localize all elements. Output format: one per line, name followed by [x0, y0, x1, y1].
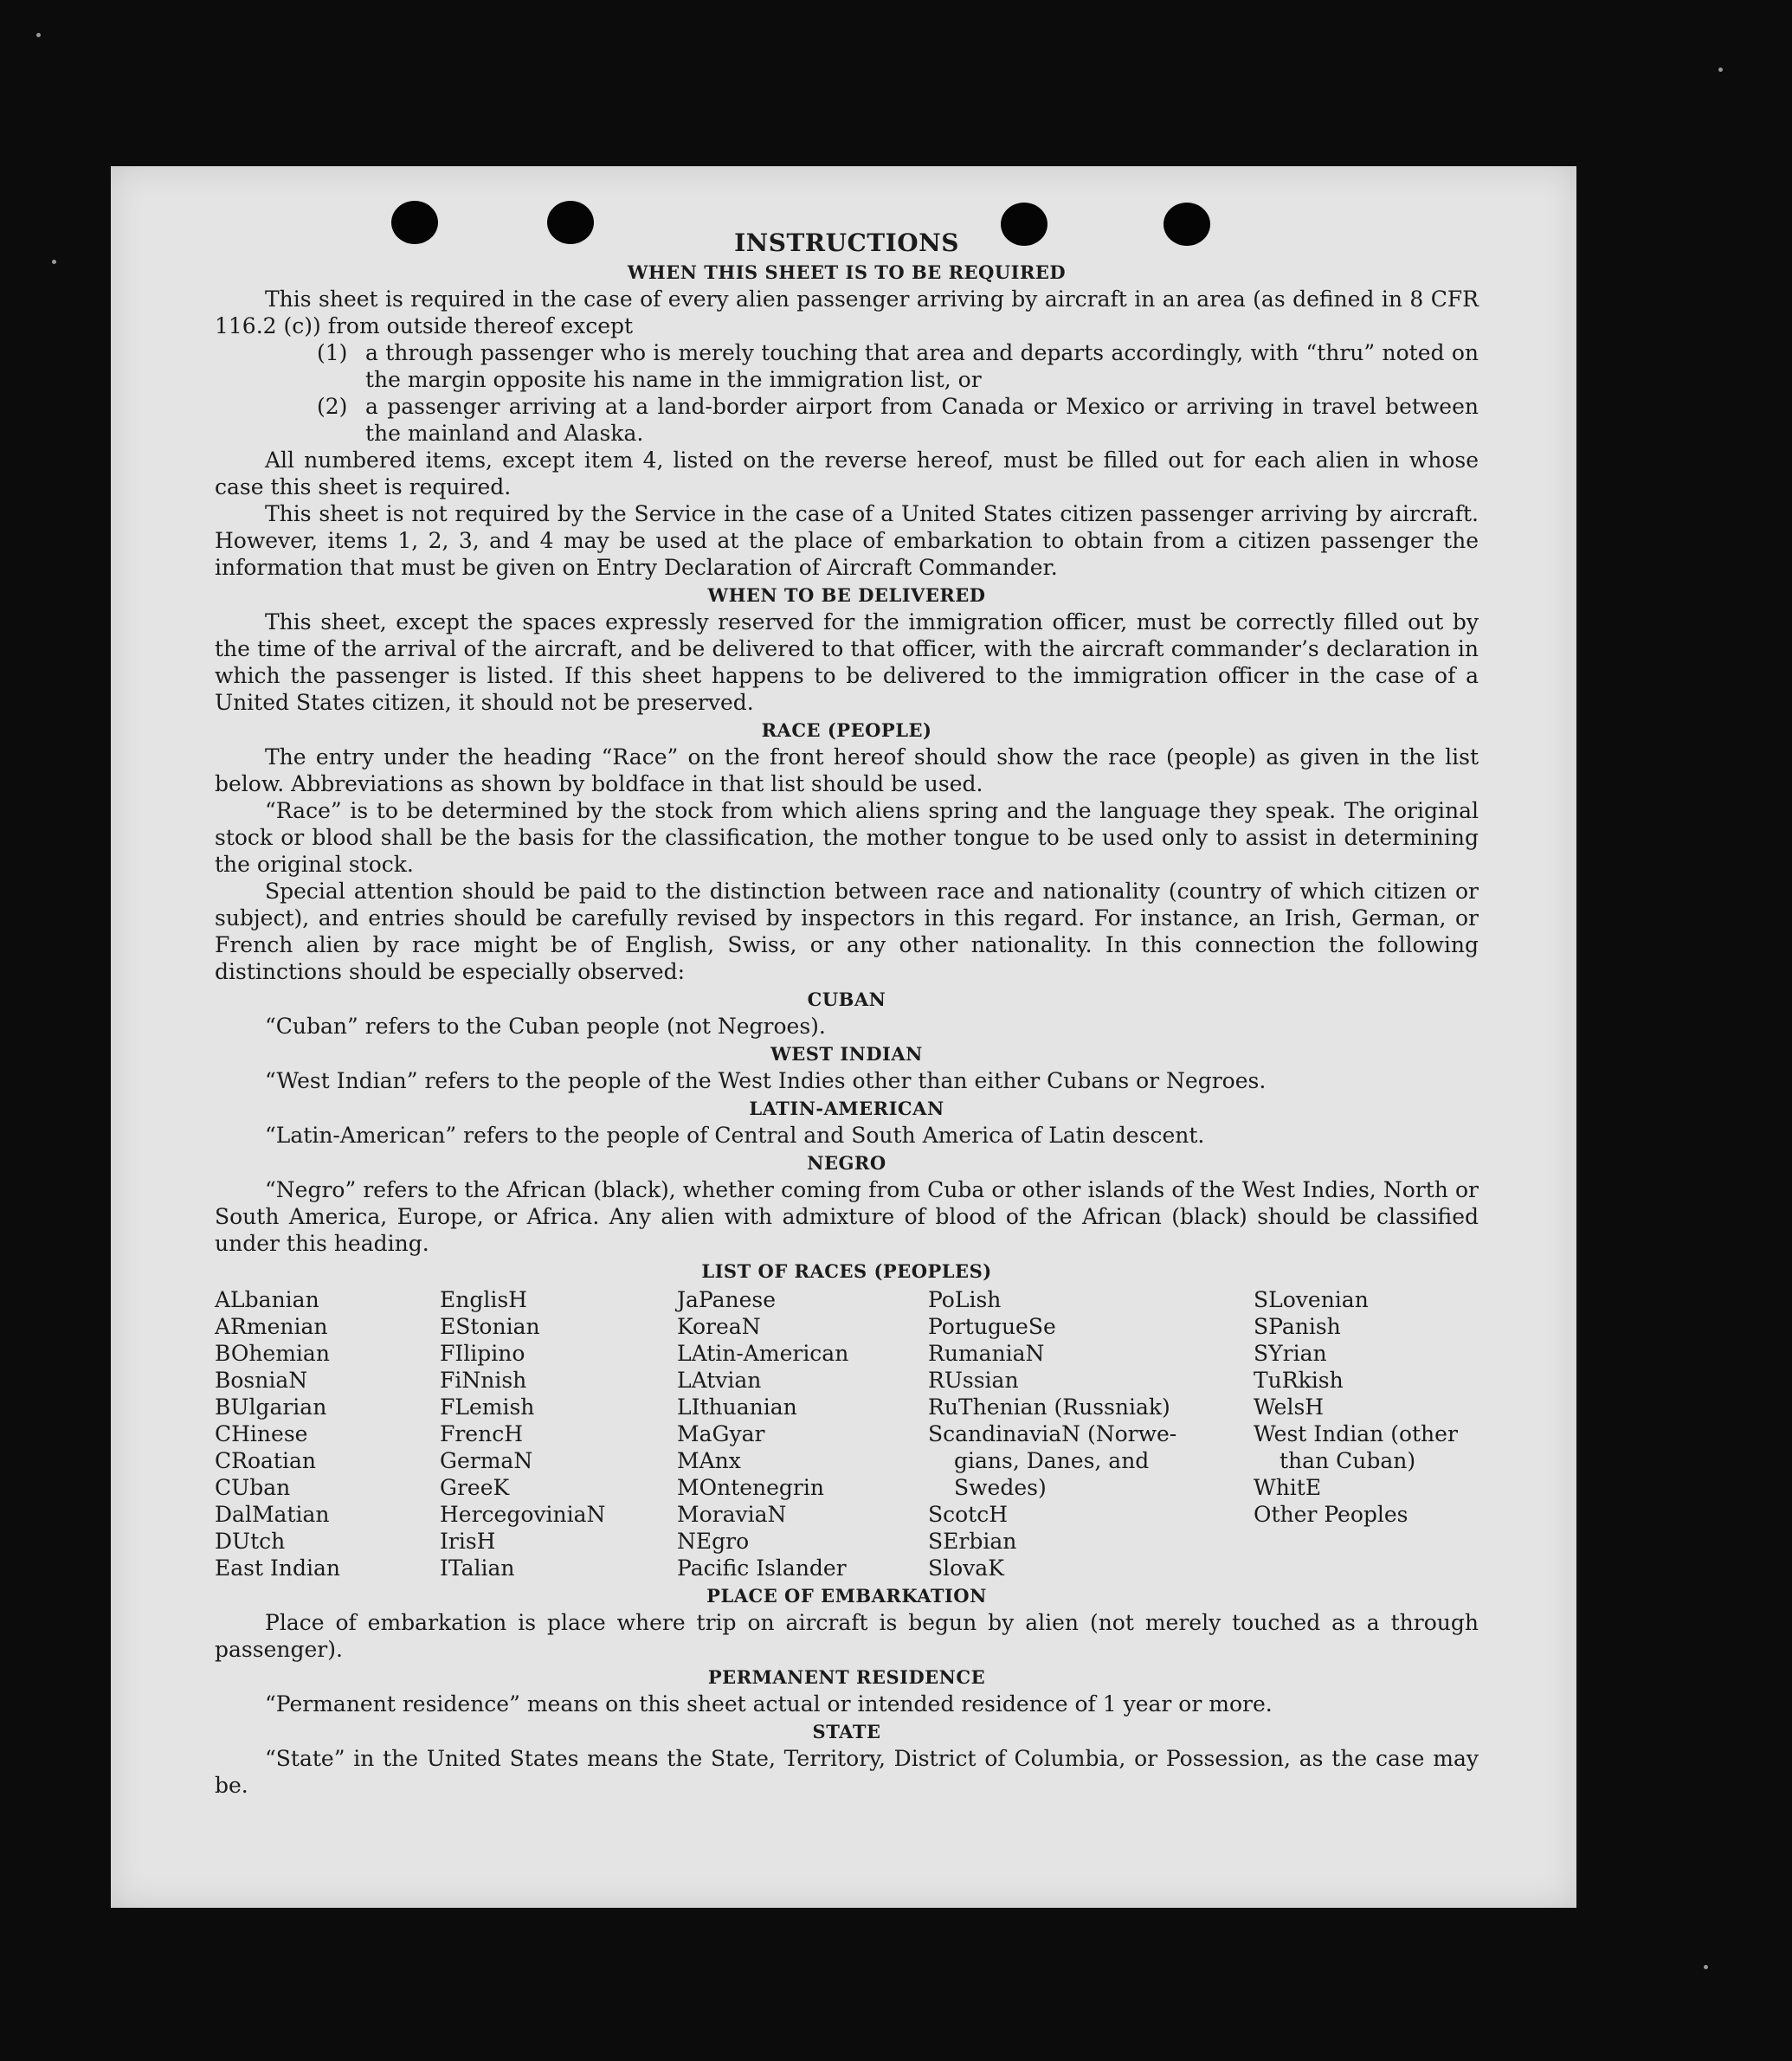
film-speck	[36, 33, 41, 37]
races-column	[215, 1286, 440, 1581]
race-entry: MaGyar	[677, 1421, 765, 1446]
race-entry: West Indian (other	[1254, 1421, 1458, 1446]
race-entry: GermaN	[440, 1448, 533, 1473]
race-entry: DUtch	[215, 1529, 286, 1554]
race-entry: ScotcH	[928, 1502, 1009, 1527]
item-text: a through passenger who is merely touching that area and departs accordingly, with “thru” noted on the margin opposite his name in the immigration list, or	[365, 340, 1479, 392]
paragraph: Place of embarkation is place where trip on aircraft is begun by alien (not merely touched as a through passenger).	[215, 1610, 1479, 1662]
race-entry: ALbanian	[215, 1287, 319, 1312]
races-column	[677, 1286, 928, 1581]
race-entry: Pacific Islander	[677, 1555, 847, 1581]
race-entry: RumaniaN	[928, 1341, 1045, 1366]
race-entry: IrisH	[440, 1529, 496, 1554]
heading-negro: NEGRO	[807, 1152, 886, 1174]
heading-when-delivered: WHEN TO BE DELIVERED	[707, 584, 986, 606]
heading-latin-american: LATIN-AMERICAN	[749, 1098, 944, 1119]
race-entry: East Indian	[215, 1555, 340, 1581]
paragraph: “Permanent residence” means on this sheet actual or intended residence of 1 year or more.	[265, 1691, 1273, 1716]
race-entry: BOhemian	[215, 1341, 330, 1366]
race-entry: SLovenian	[1254, 1287, 1369, 1312]
document-sheet	[111, 166, 1576, 1908]
race-entry: PoLish	[928, 1287, 1002, 1312]
race-entry: RUssian	[928, 1368, 1019, 1393]
race-entry: WhitE	[1254, 1475, 1322, 1500]
heading-permanent-residence: PERMANENT RESIDENCE	[707, 1666, 986, 1688]
item-number: (1)	[317, 340, 348, 365]
race-entry: FiNnish	[440, 1368, 527, 1393]
race-entry: ARmenian	[215, 1314, 328, 1339]
race-entry: TuRkish	[1254, 1368, 1344, 1393]
paragraph: This sheet is not required by the Service in the case of a United States citizen passenger arriving by aircraft. However, items 1, 2, 3, and 4 may be used at the place of embarkation to obtain from a citizen passenger the information that must be given on Entry Declaration of Aircraft Commander.	[215, 501, 1479, 580]
race-entry: CHinese	[215, 1421, 308, 1446]
race-entry: RuThenian (Russniak)	[928, 1394, 1170, 1420]
paragraph: “Cuban” refers to the Cuban people (not Negroes).	[265, 1014, 826, 1039]
races-column	[440, 1286, 677, 1581]
heading-cuban: CUBAN	[807, 989, 886, 1010]
paragraph: The entry under the heading “Race” on the front hereof should show the race (people) as given in the list below. Abbreviations as shown by boldface in that list should be used.	[215, 744, 1479, 796]
race-entry: NEgro	[677, 1529, 750, 1554]
page-title: INSTRUCTIONS	[734, 229, 959, 257]
race-entry: EnglisH	[440, 1287, 527, 1312]
paragraph: Special attention should be paid to the distinction between race and nationality (country of which citizen or subject), and entries should be carefully revised by inspectors in this regard. For instance, an Irish, German, or French alien by race might be of English, Swiss, or any other nationality. In this connection the following distinctions should be especially observed:	[215, 879, 1479, 984]
races-column	[1254, 1286, 1479, 1581]
instructions-text	[215, 229, 1479, 1799]
race-entry: WelsH	[1254, 1394, 1325, 1420]
heading-list-of-races: LIST OF RACES (PEOPLES)	[701, 1260, 992, 1282]
race-entry: than Cuban)	[1280, 1448, 1416, 1473]
paragraph: All numbered items, except item 4, listed on the reverse hereof, must be filled out for each alien in whose case this sheet is required.	[215, 448, 1479, 499]
race-entry: Other Peoples	[1254, 1502, 1408, 1527]
race-entry: MOntenegrin	[677, 1475, 824, 1500]
race-entry: ScandinaviaN (Norwe-	[928, 1421, 1177, 1446]
race-entry: SErbian	[928, 1529, 1017, 1554]
race-entry: FIlipino	[440, 1341, 525, 1366]
race-entry: MoraviaN	[677, 1502, 787, 1527]
exception-item	[317, 339, 1479, 393]
paragraph: “State” in the United States means the State, Territory, District of Columbia, or Possession, as the case may be.	[215, 1746, 1479, 1798]
race-entry: Swedes)	[954, 1475, 1047, 1500]
race-entry: LAtvian	[677, 1368, 762, 1393]
race-entry: FrencH	[440, 1421, 523, 1446]
race-entry: SPanish	[1254, 1314, 1341, 1339]
paragraph: This sheet is required in the case of every alien passenger arriving by aircraft in an area (as defined in 8 CFR 116.2 (c)) from outside thereof except	[215, 287, 1479, 338]
item-number: (2)	[317, 394, 348, 419]
paragraph: This sheet, except the spaces expressly reserved for the immigration officer, must be correctly filled out by the time of the arrival of the aircraft, and be delivered to that officer, with the aircraft commander’s declaration in which the passenger is listed. If this sheet happens to be delivered to the immigration officer in the case of a United States citizen, it should not be preserved.	[215, 609, 1479, 715]
races-table	[215, 1286, 1479, 1581]
race-entry: GreeK	[440, 1475, 510, 1500]
race-entry: FLemish	[440, 1394, 535, 1420]
race-entry: CUban	[215, 1475, 291, 1500]
race-entry: BUlgarian	[215, 1394, 327, 1420]
paragraph: “West Indian” refers to the people of the West Indies other than either Cubans or Negroes.	[265, 1068, 1267, 1093]
race-entry: EStonian	[440, 1314, 540, 1339]
film-speck	[52, 260, 56, 264]
race-entry: LAtin-American	[677, 1341, 849, 1366]
heading-race: RACE (PEOPLE)	[761, 719, 932, 741]
film-speck	[1718, 68, 1723, 72]
race-entry: KoreaN	[677, 1314, 761, 1339]
paragraph: “Latin-American” refers to the people of Central and South America of Latin descent.	[265, 1123, 1205, 1148]
race-entry: PortugueSe	[928, 1314, 1056, 1339]
races-column	[928, 1286, 1254, 1581]
heading-embarkation: PLACE OF EMBARKATION	[706, 1585, 987, 1607]
heading-when-required: WHEN THIS SHEET IS TO BE REQUIRED	[627, 261, 1067, 283]
race-entry: HercegoviniaN	[440, 1502, 606, 1527]
paragraph: “Negro” refers to the African (black), whether coming from Cuba or other islands of the West Indies, North or South America, Europe, or Africa. Any alien with admixture of blood of the African (black) should be classified under this heading.	[215, 1177, 1479, 1256]
race-entry: SYrian	[1254, 1341, 1327, 1366]
item-text: a passenger arriving at a land-border airport from Canada or Mexico or arriving in travel between the mainland and Alaska.	[365, 394, 1479, 446]
heading-state: STATE	[812, 1721, 881, 1742]
heading-west-indian: WEST INDIAN	[770, 1043, 923, 1065]
race-entry: ITalian	[440, 1555, 515, 1581]
race-entry: BosniaN	[215, 1368, 308, 1393]
race-entry: SlovaK	[928, 1555, 1004, 1581]
race-entry: DalMatian	[215, 1502, 330, 1527]
film-speck	[1704, 1965, 1708, 1969]
race-entry: gians, Danes, and	[954, 1448, 1150, 1473]
exception-item	[317, 393, 1479, 447]
race-entry: CRoatian	[215, 1448, 316, 1473]
race-entry: JaPanese	[677, 1287, 777, 1312]
paragraph: “Race” is to be determined by the stock from which aliens spring and the language they speak. The original stock or blood shall be the basis for the classification, the mother tongue to be used only to assist in determining the original stock.	[215, 798, 1479, 877]
race-entry: LIthuanian	[677, 1394, 797, 1420]
race-entry: MAnx	[677, 1448, 741, 1473]
